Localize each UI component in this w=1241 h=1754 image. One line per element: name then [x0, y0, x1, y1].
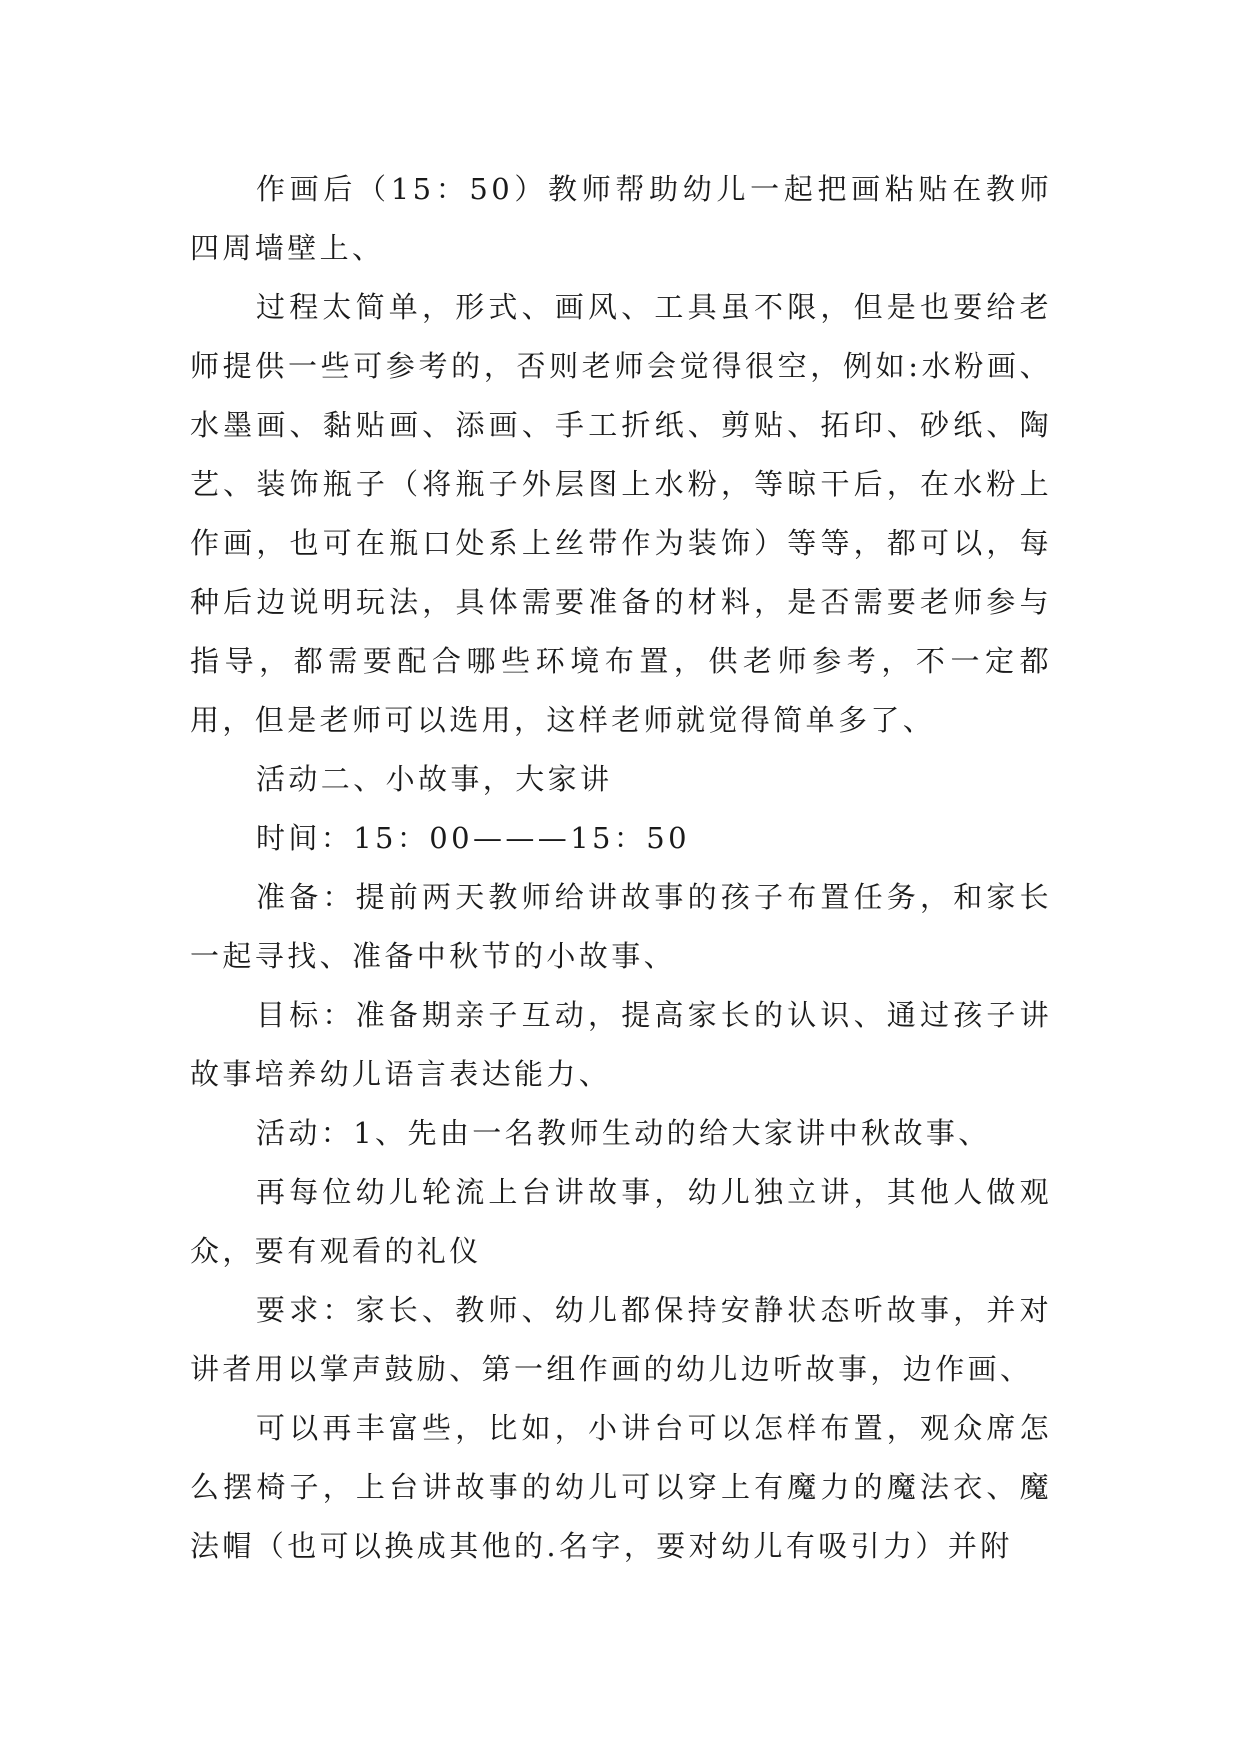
paragraph-2: 过程太简单，形式、画风、工具虽不限，但是也要给老师提供一些可参考的，否则老师会觉得很空，例如:水粉画、水墨画、黏贴画、添画、手工折纸、剪贴、拓印、砂纸、陶艺、装饰瓶子（将瓶子外层图上水粉，等晾干后，在水粉上作画，也可在瓶口处系上丝带作为装饰）等等，都可以，每种后边说明玩法，具体需要准备的材料，是否需要老师参与指导，都需要配合哪些环境布置，供老师参考，不一定都用，但是老师可以选用，这样老师就觉得简单多了、 — [190, 290, 1052, 737]
paragraph-10: 可以再丰富些，比如，小讲台可以怎样布置，观众席怎么摆椅子，上台讲故事的幼儿可以穿上有魔力的魔法衣、魔法帽（也可以换成其他的.名字，要对幼儿有吸引力）并附 — [190, 1411, 1052, 1563]
paragraph-4: 时间：15：00———15：50 — [256, 821, 691, 855]
paragraph-5: 准备：提前两天教师给讲故事的孩子布置任务，和家长一起寻找、准备中秋节的小故事、 — [190, 880, 1052, 973]
paragraph-6: 目标：准备期亲子互动，提高家长的认识、通过孩子讲故事培养幼儿语言表达能力、 — [190, 998, 1052, 1091]
paragraph-3: 活动二、小故事，大家讲 — [256, 762, 613, 796]
paragraph-7: 活动：1、先由一名教师生动的给大家讲中秋故事、 — [256, 1116, 991, 1150]
paragraph-9: 要求：家长、教师、幼儿都保持安静状态听故事，并对讲者用以掌声鼓励、第一组作画的幼儿边听故事，边作画、 — [190, 1293, 1052, 1386]
body-text — [190, 160, 1052, 1576]
paragraph-1: 作画后（15：50）教师帮助幼儿一起把画粘贴在教师四周墙壁上、 — [190, 172, 1052, 265]
paragraph-8: 再每位幼儿轮流上台讲故事，幼儿独立讲，其他人做观众，要有观看的礼仪 — [190, 1175, 1052, 1268]
